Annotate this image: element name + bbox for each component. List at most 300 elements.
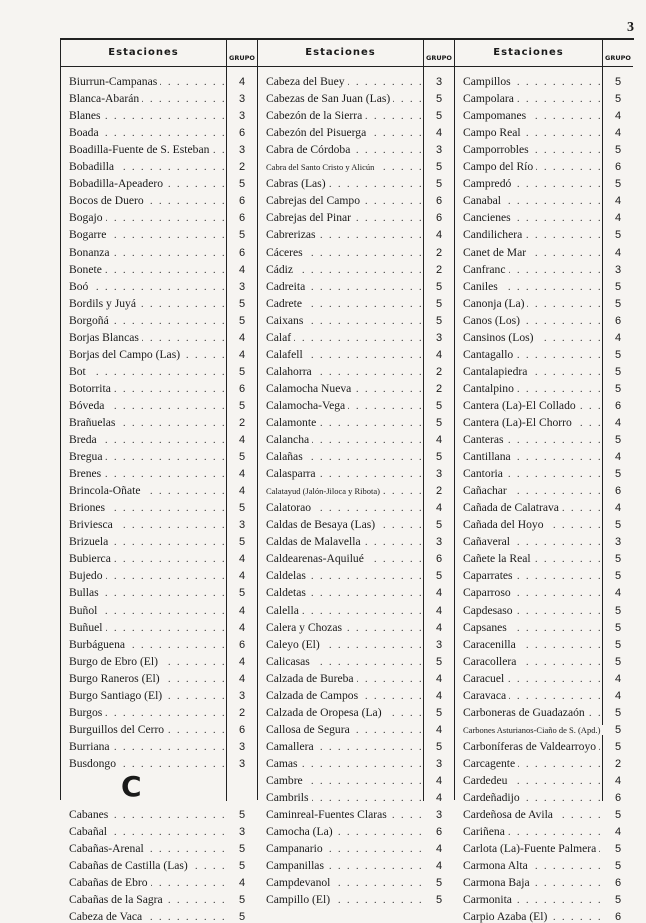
station-group: 4 xyxy=(238,434,246,447)
station-row xyxy=(61,293,257,310)
station-name-text: Cardedeu xyxy=(463,774,510,787)
station-name-text: Brañuelas xyxy=(69,416,118,429)
station-name-text: Bobadilla-Apeadero xyxy=(69,177,166,190)
station-name-text: Camas xyxy=(266,757,301,770)
station-group: 3 xyxy=(614,536,622,549)
station-group: 4 xyxy=(435,587,443,600)
station-row xyxy=(258,548,454,565)
station-name xyxy=(455,382,603,395)
station-name-text: Canteras xyxy=(463,433,507,446)
station-group: 4 xyxy=(614,331,622,344)
station-name xyxy=(258,586,424,599)
station-name-text: Caldelas xyxy=(266,569,309,582)
station-name xyxy=(258,263,424,276)
station-name xyxy=(455,569,603,582)
station-row xyxy=(258,582,454,599)
station-group: 5 xyxy=(614,860,622,873)
station-group: 2 xyxy=(435,263,443,276)
station-name-text: Busdongo xyxy=(69,757,119,770)
station-name-text: Cantera (La)-El Collado xyxy=(463,399,579,412)
station-group: 6 xyxy=(614,399,622,412)
station-name xyxy=(61,399,227,412)
station-group: 5 xyxy=(614,382,622,395)
column-header xyxy=(455,40,633,67)
station-name xyxy=(455,194,603,207)
station-name-text: Caparroso xyxy=(463,586,514,599)
station-row xyxy=(455,617,633,634)
station-name xyxy=(61,143,227,156)
station-name-text: Cabezón de la Sierra xyxy=(266,109,365,122)
station-name xyxy=(455,484,603,497)
station-group: 3 xyxy=(238,144,246,157)
station-row xyxy=(455,327,633,344)
station-name xyxy=(258,535,424,548)
station-name-text: Cabra de Córdoba xyxy=(266,143,353,156)
station-row xyxy=(455,497,633,514)
station-name xyxy=(61,859,227,872)
station-row xyxy=(61,71,257,88)
station-name xyxy=(258,160,424,173)
station-name xyxy=(258,689,424,702)
station-group: 4 xyxy=(435,843,443,856)
station-name-text: Cardeñosa de Avila xyxy=(463,808,556,821)
station-row xyxy=(258,327,454,344)
station-name-text: Calzada de Oropesa (La) xyxy=(266,706,385,719)
column-header xyxy=(61,40,257,67)
station-row xyxy=(455,241,633,258)
station-name xyxy=(61,450,227,463)
station-name xyxy=(258,416,424,429)
station-group: 4 xyxy=(614,672,622,685)
station-row xyxy=(258,224,454,241)
station-group: 5 xyxy=(238,808,246,821)
station-name xyxy=(258,92,424,105)
station-row xyxy=(258,838,454,855)
station-group: 4 xyxy=(238,348,246,361)
station-name-text: Carmona Alta xyxy=(463,859,531,872)
station-name-text: Burguillos del Cerro xyxy=(69,723,167,736)
station-name xyxy=(258,842,424,855)
station-group: 5 xyxy=(435,655,443,668)
station-name-text: Cantalpino xyxy=(463,382,517,395)
station-name-text: Briones xyxy=(69,501,108,514)
station-row xyxy=(61,514,257,531)
station-name-text: Calamonte xyxy=(266,416,319,429)
station-group: 2 xyxy=(238,706,246,719)
station-row xyxy=(258,753,454,770)
station-group: 2 xyxy=(614,757,622,770)
station-group: 5 xyxy=(435,519,443,532)
station-row xyxy=(61,685,257,702)
station-name xyxy=(258,348,424,361)
station-name xyxy=(258,331,424,344)
station-row xyxy=(258,395,454,412)
station-name-text: Brenes xyxy=(69,467,104,480)
station-group: 5 xyxy=(614,655,622,668)
station-row xyxy=(455,889,633,906)
station-name xyxy=(258,774,424,787)
station-name xyxy=(61,467,227,480)
station-group: 5 xyxy=(435,280,443,293)
station-group: 5 xyxy=(238,399,246,412)
station-name-text: Caparrates xyxy=(463,569,516,582)
station-row xyxy=(258,293,454,310)
station-group: 4 xyxy=(614,127,622,140)
station-name-text: Caminreal-Fuentes Claras xyxy=(266,808,390,821)
station-row xyxy=(61,207,257,224)
station-name-text: Bot xyxy=(69,365,89,378)
station-group: 2 xyxy=(435,365,443,378)
station-row xyxy=(455,872,633,889)
station-group: 6 xyxy=(614,911,622,923)
station-name-text: Cañada de Calatrava xyxy=(463,501,562,514)
station-row xyxy=(455,412,633,429)
station-group: 4 xyxy=(614,774,622,787)
station-row xyxy=(258,668,454,685)
station-name-text: Calzada de Bureba xyxy=(266,672,357,685)
station-name-text: Caldas de Besaya (Las) xyxy=(266,518,378,531)
station-group: 5 xyxy=(435,570,443,583)
station-name xyxy=(61,689,227,702)
station-group: 5 xyxy=(614,570,622,583)
station-group: 5 xyxy=(435,297,443,310)
station-name xyxy=(61,348,227,361)
station-group: 4 xyxy=(435,502,443,515)
station-name-text: Campillo (El) xyxy=(266,893,333,906)
station-group: 4 xyxy=(614,826,622,839)
station-name xyxy=(61,194,227,207)
station-group: 4 xyxy=(435,604,443,617)
station-name-text: Calatayud (Jalón-Jiloca y Ribota) xyxy=(266,486,383,496)
station-name xyxy=(61,314,227,327)
station-name-text: Caldas de Malavella xyxy=(266,535,364,548)
station-row xyxy=(258,599,454,616)
station-group: 3 xyxy=(435,468,443,481)
station-name-text: Brizuela xyxy=(69,535,111,548)
station-row xyxy=(258,429,454,446)
station-row xyxy=(258,480,454,497)
station-name xyxy=(455,876,603,889)
station-group: 3 xyxy=(435,144,443,157)
station-group: 5 xyxy=(435,877,443,890)
station-group: 5 xyxy=(614,297,622,310)
station-name xyxy=(258,467,424,480)
station-group: 2 xyxy=(238,161,246,174)
station-row xyxy=(258,497,454,514)
station-name xyxy=(455,791,603,804)
station-row xyxy=(258,310,454,327)
station-row xyxy=(455,651,633,668)
station-name xyxy=(455,365,603,378)
page-number: 3 xyxy=(627,20,634,35)
station-name-text: Bonete xyxy=(69,263,105,276)
station-row xyxy=(61,259,257,276)
station-group: 4 xyxy=(238,468,246,481)
station-group: 4 xyxy=(435,723,443,736)
station-group: 6 xyxy=(238,723,246,736)
station-group: 5 xyxy=(435,314,443,327)
station-group: 4 xyxy=(614,451,622,464)
station-row xyxy=(455,88,633,105)
station-name xyxy=(455,859,603,872)
stations-table xyxy=(60,38,634,923)
station-group: 5 xyxy=(614,706,622,719)
section-letter: C xyxy=(121,770,142,804)
station-name-text: Cadrete xyxy=(266,297,305,310)
station-name-text: Cabañas-Arenal xyxy=(69,842,147,855)
station-row xyxy=(455,361,633,378)
station-name-text: Cantalapiedra xyxy=(463,365,530,378)
station-group: 5 xyxy=(614,144,622,157)
station-group: 5 xyxy=(614,894,622,907)
station-row xyxy=(455,736,633,753)
station-name xyxy=(455,348,603,361)
station-group: 4 xyxy=(614,212,622,225)
station-name xyxy=(455,689,603,702)
station-name xyxy=(455,126,603,139)
station-name-text: Carcagente xyxy=(463,757,518,770)
station-name xyxy=(258,297,424,310)
station-row xyxy=(258,412,454,429)
station-group: 4 xyxy=(435,689,443,702)
station-name xyxy=(61,842,227,855)
station-row xyxy=(455,190,633,207)
station-row xyxy=(61,190,257,207)
station-name-text: Biurrun-Campanas xyxy=(69,75,160,88)
station-name-text: Canet de Mar xyxy=(463,246,529,259)
station-name xyxy=(258,280,424,293)
station-name-text: Bordils y Juyá xyxy=(69,297,139,310)
station-group: 5 xyxy=(435,110,443,123)
station-group: 5 xyxy=(238,911,246,923)
station-group: 3 xyxy=(435,638,443,651)
station-name xyxy=(455,757,603,770)
station-name xyxy=(455,92,603,105)
station-row xyxy=(455,156,633,173)
station-name-text: Calella xyxy=(266,604,302,617)
station-name xyxy=(455,535,603,548)
header-group: GRUPO xyxy=(602,40,633,66)
station-group: 5 xyxy=(614,280,622,293)
column-header xyxy=(258,40,454,67)
station-row xyxy=(258,276,454,293)
station-row xyxy=(455,276,633,293)
station-name-text: Cabanes xyxy=(69,808,111,821)
station-name xyxy=(258,757,424,770)
station-row xyxy=(61,855,257,872)
station-name xyxy=(455,774,603,787)
station-name xyxy=(258,621,424,634)
station-name xyxy=(258,484,424,497)
station-group: 5 xyxy=(238,536,246,549)
column-group-3 xyxy=(455,40,633,923)
station-name-text: Boadilla-Fuente de S. Esteban xyxy=(69,143,212,156)
station-group: 4 xyxy=(435,672,443,685)
station-row xyxy=(258,446,454,463)
station-name xyxy=(455,740,603,753)
station-group: 5 xyxy=(435,706,443,719)
station-row xyxy=(61,906,257,923)
station-row xyxy=(258,889,454,906)
station-row xyxy=(61,378,257,395)
station-group: 5 xyxy=(614,621,622,634)
station-name xyxy=(61,723,227,736)
station-row xyxy=(455,429,633,446)
station-row xyxy=(455,821,633,838)
station-name xyxy=(455,910,603,923)
station-row xyxy=(455,259,633,276)
station-name xyxy=(455,450,603,463)
station-name-text: Campanario xyxy=(266,842,326,855)
station-name-text: Cabañas de Castilla (Las) xyxy=(69,859,191,872)
station-group: 5 xyxy=(238,314,246,327)
station-group: 4 xyxy=(238,655,246,668)
station-group: 3 xyxy=(614,263,622,276)
station-row xyxy=(61,702,257,719)
station-name xyxy=(258,382,424,395)
station-name-text: Cabrejas del Pinar xyxy=(266,211,354,224)
station-name xyxy=(61,893,227,906)
station-name-text: Caldearenas-Aquilué xyxy=(266,552,367,565)
station-name xyxy=(455,433,603,446)
station-name-text: Bregua xyxy=(69,450,105,463)
station-row xyxy=(61,497,257,514)
station-name xyxy=(455,280,603,293)
station-name-text: Campredó xyxy=(463,177,514,190)
station-group: 4 xyxy=(435,348,443,361)
station-name-text: Candilichera xyxy=(463,228,525,241)
station-row xyxy=(455,531,633,548)
station-name-text: Brincola-Oñate xyxy=(69,484,143,497)
station-row xyxy=(455,480,633,497)
station-name-text: Campdevanol xyxy=(266,876,333,889)
station-name xyxy=(61,211,227,224)
station-name-text: Cambrils xyxy=(266,791,312,804)
station-row xyxy=(61,821,257,838)
station-group: 5 xyxy=(238,229,246,242)
station-row xyxy=(455,173,633,190)
station-group: 5 xyxy=(238,365,246,378)
station-row xyxy=(61,412,257,429)
station-name xyxy=(455,211,603,224)
station-group: 5 xyxy=(238,178,246,191)
station-name xyxy=(61,92,227,105)
station-name-text: Bullas xyxy=(69,586,102,599)
station-name-text: Calamocha-Vega xyxy=(266,399,348,412)
station-name xyxy=(61,126,227,139)
header-group: GRUPO xyxy=(226,40,257,66)
station-name-text: Borjas del Campo (Las) xyxy=(69,348,183,361)
station-name xyxy=(258,399,424,412)
station-name xyxy=(455,297,603,310)
station-name xyxy=(258,740,424,753)
station-row xyxy=(455,310,633,327)
station-name-text: Burriana xyxy=(69,740,113,753)
station-name-text: Burgos xyxy=(69,706,105,719)
station-group: 6 xyxy=(238,638,246,651)
station-row xyxy=(258,651,454,668)
station-row xyxy=(455,139,633,156)
station-row xyxy=(258,531,454,548)
station-group: 4 xyxy=(435,434,443,447)
station-name-text: Burgo Santiago (El) xyxy=(69,689,165,702)
station-group: 5 xyxy=(435,178,443,191)
station-row xyxy=(61,531,257,548)
station-name xyxy=(455,314,603,327)
station-name-text: Blanca-Abarán xyxy=(69,92,142,105)
station-name-text: Cabañal xyxy=(69,825,110,838)
station-name-text: Borjas Blancas xyxy=(69,331,142,344)
station-group: 5 xyxy=(614,843,622,856)
station-name xyxy=(455,331,603,344)
station-name xyxy=(61,109,227,122)
station-name xyxy=(61,433,227,446)
station-group: 5 xyxy=(238,451,246,464)
station-row xyxy=(258,787,454,804)
station-group: 6 xyxy=(238,246,246,259)
station-name xyxy=(61,160,227,173)
station-name xyxy=(61,638,227,651)
station-name xyxy=(61,706,227,719)
station-name xyxy=(258,672,424,685)
station-name xyxy=(61,297,227,310)
station-group: 6 xyxy=(435,553,443,566)
station-group: 6 xyxy=(614,877,622,890)
station-name-text: Calicasas xyxy=(266,655,313,668)
station-group: 4 xyxy=(614,110,622,123)
station-group: 5 xyxy=(614,740,622,753)
station-group: 6 xyxy=(238,212,246,225)
station-name xyxy=(61,501,227,514)
station-name xyxy=(455,638,603,651)
station-group: 5 xyxy=(614,809,622,822)
station-group: 5 xyxy=(435,399,443,412)
station-group: 5 xyxy=(614,604,622,617)
station-group: 5 xyxy=(614,229,622,242)
station-name-text: Cabeza del Buey xyxy=(266,75,348,88)
station-group: 5 xyxy=(238,502,246,515)
station-group: 6 xyxy=(238,195,246,208)
station-name-text: Caixans xyxy=(266,314,306,327)
station-row xyxy=(258,617,454,634)
station-name-text: Burgo Raneros (El) xyxy=(69,672,163,685)
station-name-text: Cañada del Hoyo xyxy=(463,518,547,531)
station-name xyxy=(61,382,227,395)
station-group: 4 xyxy=(238,621,246,634)
station-group: 5 xyxy=(435,451,443,464)
station-name-text: Caleyo (El) xyxy=(266,638,323,651)
station-row xyxy=(455,207,633,224)
station-group: 5 xyxy=(614,723,622,736)
station-name xyxy=(258,518,424,531)
station-group: 3 xyxy=(238,93,246,106)
station-row xyxy=(455,599,633,616)
station-group: 3 xyxy=(435,536,443,549)
station-row xyxy=(258,88,454,105)
station-group: 3 xyxy=(435,76,443,89)
station-group: 4 xyxy=(435,774,443,787)
station-name-text: Boó xyxy=(69,280,91,293)
station-group: 3 xyxy=(435,757,443,770)
station-row xyxy=(455,668,633,685)
station-name-text: Canos (Los) xyxy=(463,314,523,327)
station-group: 5 xyxy=(435,416,443,429)
station-name xyxy=(61,876,227,889)
station-name-text: Cañachar xyxy=(463,484,510,497)
station-name-text: Capsanes xyxy=(463,621,510,634)
station-row xyxy=(258,173,454,190)
station-name-text: Carmona Baja xyxy=(463,876,533,889)
